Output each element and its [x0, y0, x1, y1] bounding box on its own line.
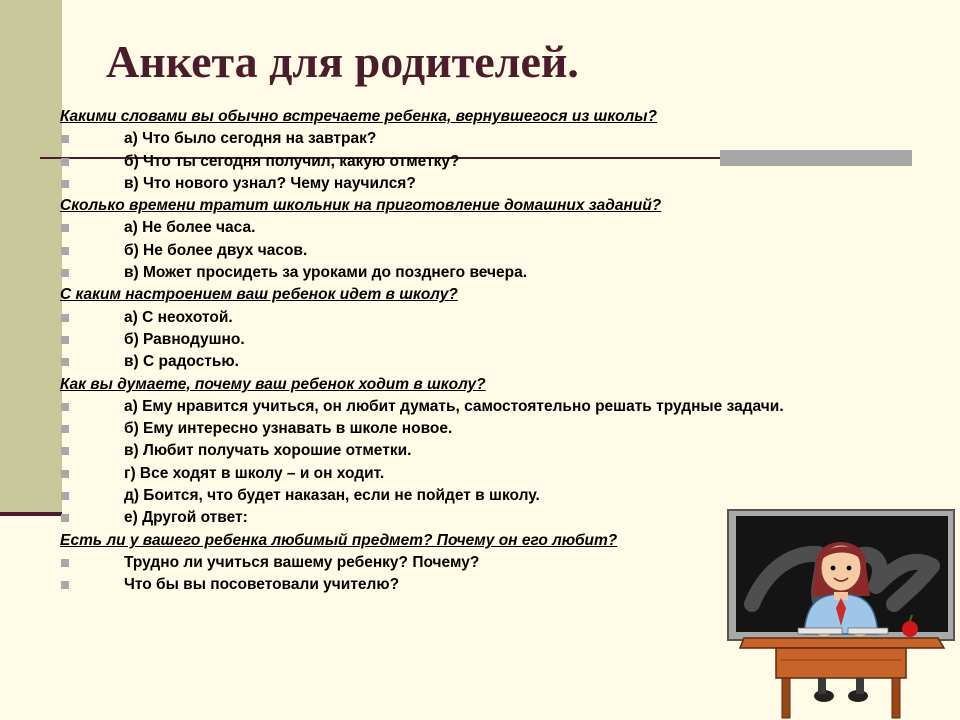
- answer-text: в) С радостью.: [124, 353, 239, 371]
- bullet-icon: [61, 180, 69, 188]
- bullet-icon: [61, 470, 69, 478]
- answer-text: Трудно ли учиться вашему ребенку? Почему?: [124, 553, 480, 571]
- answer-1b: [60, 151, 960, 173]
- answer-text: а) Что было сегодня на завтрак?: [124, 130, 377, 148]
- answer-text: а) С неохотой.: [124, 308, 233, 326]
- answer-3a: [60, 307, 960, 329]
- answer-1a: [60, 128, 960, 150]
- bullet-icon: [61, 158, 69, 166]
- left-accent-bar: [0, 0, 62, 512]
- bullet-icon: [61, 425, 69, 433]
- answer-text: б) Что ты сегодня получил, какую отметку?: [124, 152, 460, 170]
- bullet-icon: [61, 314, 69, 322]
- answer-text: в) Любит получать хорошие отметки.: [124, 442, 412, 460]
- question-1: Какими словами вы обычно встречаете ребенка, вернувшегося из школы?: [60, 108, 657, 125]
- answer-text: в) Что нового узнал? Чему научился?: [124, 174, 416, 192]
- page-title: Анкета для родителей.: [106, 36, 579, 87]
- question-4: Как вы думаете, почему ваш ребенок ходит в школу?: [60, 375, 486, 393]
- bullet-icon: [61, 447, 69, 455]
- answer-text: а) Не более часа.: [124, 219, 256, 237]
- answer-text: Что бы вы посоветовали учителю?: [124, 576, 400, 594]
- answer-text: г) Все ходят в школу – и он ходит.: [124, 464, 385, 482]
- answer-text: б) Не более двух часов.: [124, 241, 308, 259]
- question-2: Сколько времени тратит школьник на приготовление домашних заданий?: [60, 197, 662, 215]
- answer-text: б) Равнодушно.: [124, 330, 245, 348]
- bullet-icon: [61, 492, 69, 500]
- answer-4e: [60, 485, 960, 507]
- left-accent-bar-edge: [0, 512, 62, 516]
- answer-3b: [60, 329, 960, 351]
- answer-2a: [60, 217, 960, 239]
- answer-2b: [60, 240, 960, 262]
- answer-text: б) Ему интересно узнавать в школе новое.: [124, 420, 453, 438]
- question-3: С каким настроением ваш ребенок идет в школу?: [60, 286, 458, 304]
- answer-4d: [60, 463, 960, 485]
- bullet-icon: [61, 581, 69, 589]
- bullet-icon: [61, 559, 69, 567]
- answer-1c: [60, 173, 960, 195]
- answer-3c: [60, 351, 960, 373]
- answer-text: е) Другой ответ:: [124, 509, 248, 527]
- bullet-icon: [61, 135, 69, 143]
- answer-text: в) Может просидеть за уроками до позднего вечера.: [124, 264, 528, 282]
- answer-4a: [60, 396, 960, 418]
- question-5: Есть ли у вашего ребенка любимый предмет? Почему он его любит?: [60, 531, 618, 549]
- bullet-icon: [61, 336, 69, 344]
- teacher-at-chalkboard-icon: [726, 508, 956, 720]
- answer-4c: [60, 440, 960, 462]
- bullet-icon: [61, 269, 69, 277]
- bullet-icon: [61, 514, 69, 522]
- answer-4b: [60, 418, 960, 440]
- answer-text: д) Боится, что будет наказан, если не пойдет в школу.: [124, 487, 540, 505]
- bullet-icon: [61, 247, 69, 255]
- bullet-icon: [61, 224, 69, 232]
- answer-2c: [60, 262, 960, 284]
- bullet-icon: [61, 358, 69, 366]
- answer-text: а) Ему нравится учиться, он любит думать, самостоятельно решать трудные задачи.: [124, 397, 784, 415]
- bullet-icon: [61, 403, 69, 411]
